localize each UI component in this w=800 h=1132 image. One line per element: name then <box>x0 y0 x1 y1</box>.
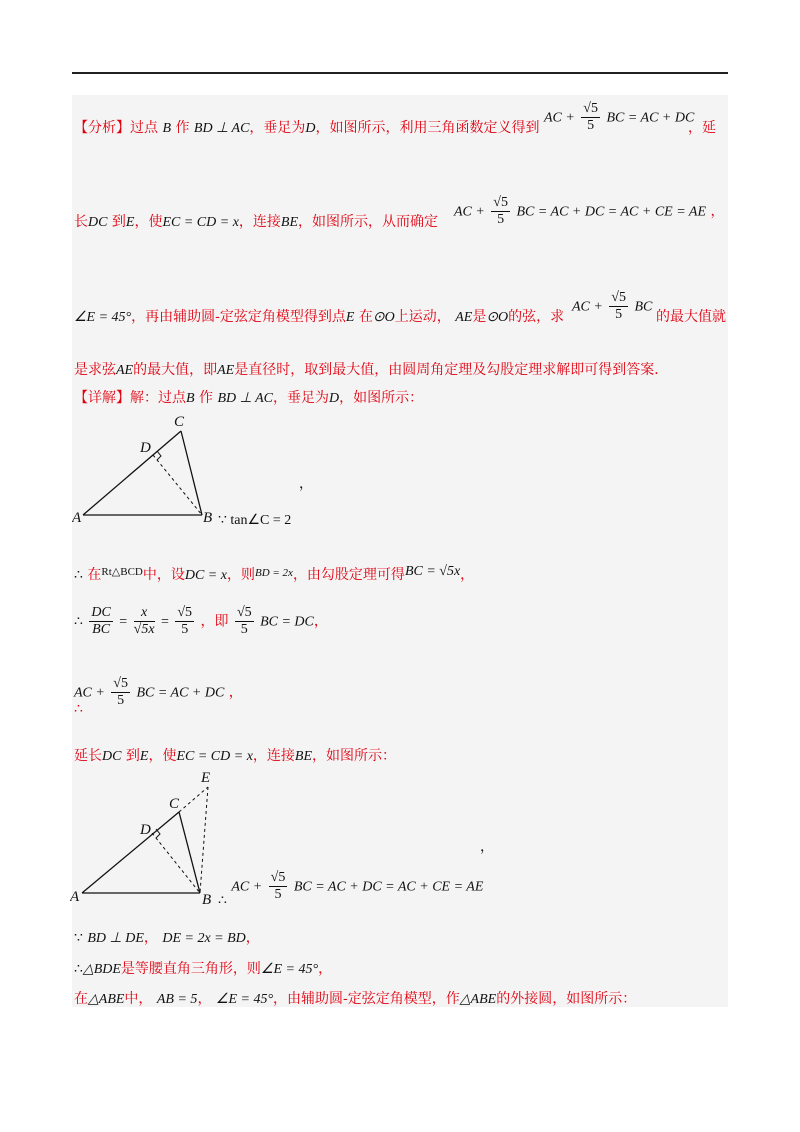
analysis-formula-3: AC + $\frac{√5}{5}$ BC <box>572 290 653 322</box>
fig2-label-e: E <box>201 770 211 786</box>
fig2-label-a: A <box>70 889 80 905</box>
fig1-label-d: D <box>140 440 151 456</box>
detail-line-extend: 延长DC 到E，使EC = CD = x，连接BE，如图所示： <box>74 748 397 764</box>
analysis-tag: 【分析】 <box>74 120 130 136</box>
detail-line-1: 【详解】解：过点B 作 BD ⊥ AC，垂足为D，如图所示： <box>74 390 424 406</box>
analysis-line-2: 长DC 到E，使EC = CD = x，连接BE，如图所示，从而确定 <box>74 214 439 230</box>
detail-line-rt: ∴ 在$^{Rt\triangle BCD}$中，设DC = x，则$^{BD = 2x}$，由勾股定理可得BC = √5x， <box>74 564 475 583</box>
fig2-label-b: B <box>202 892 212 908</box>
detail-line-isosceles: ∴△BDE是等腰直角三角形，则∠E = 45°， <box>74 961 333 977</box>
fig1-label-a: A <box>72 510 82 526</box>
analysis-line-4: 是求弦AE的最大值，即AE是直径时，取到最大值，由圆周角定理及勾股定理求解即可得到答案． <box>74 362 669 378</box>
header-rule <box>72 72 728 74</box>
analysis-line-3: ∠E = 45°，再由辅助圆-定弦定角模型得到点E 在⊙O上运动， AE是⊙O的弦，求 <box>74 309 565 325</box>
because-tan: ∵ tan∠C = 2 <box>218 513 292 528</box>
detail-line-perp: ∵ BD ⊥ DE， DE = 2x = BD， <box>74 930 260 946</box>
analysis-line-1: 【分析】过点 B 作 BD ⊥ AC，垂足为D，如图所示，利用三角函数定义得到 <box>74 120 540 136</box>
fig2-label-c: C <box>169 796 180 812</box>
detail-line-abe: 在△ABE中， AB = 5， ∠E = 45°，由辅助圆-定弦定角模型，作△ABE的外接圆，如图所示： <box>74 991 637 1007</box>
detail-formula-long: ∴ AC + $\frac{√5}{5}$ BC = AC + DC = AC + CE = AE <box>218 870 484 909</box>
detail-line-sum: AC + $\frac{√5}{5}$ BC = AC + DC ， <box>74 676 243 708</box>
detail-tag: 【详解】 <box>74 390 130 406</box>
analysis-formula-2: AC + $\frac{√5}{5}$ BC = AC + DC = AC + CE = AE ， <box>454 195 725 227</box>
fig1-label-c: C <box>174 414 185 430</box>
fig2-label-d: D <box>140 822 151 838</box>
detail-line-ratio: ∴ $\frac{DC}{BC}$ = $\frac{x}{√5x}$ = $\frac{√5}{5}$ ，即 $\frac{√5}{5}$ BC = DC， <box>74 605 328 637</box>
analysis-formula-1: AC + $\frac{√5}{5}$ BC = AC + DC <box>544 101 695 133</box>
fig1-label-b: B <box>203 510 213 526</box>
